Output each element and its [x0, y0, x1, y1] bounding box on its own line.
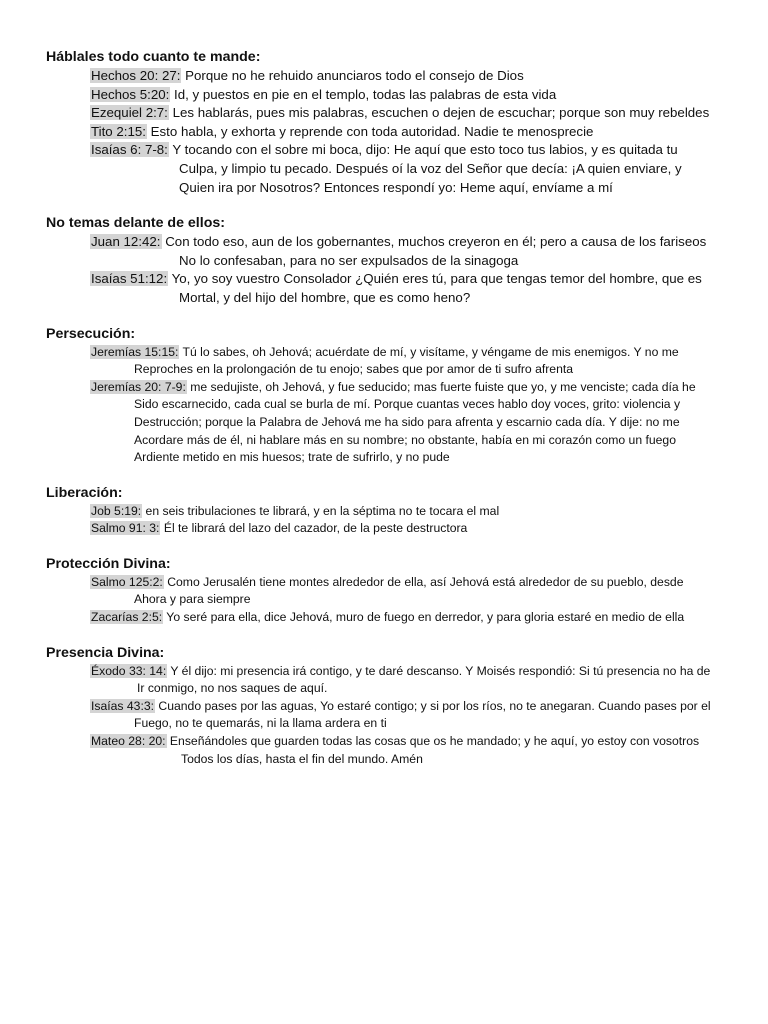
- verse-reference: Hechos 5:20:: [91, 86, 170, 102]
- section-presencia-divina: [46, 644, 728, 769]
- verse-item: [90, 104, 728, 123]
- verse-reference: Juan 12:42:: [91, 234, 161, 250]
- verse-item: [90, 233, 728, 270]
- verse-continuation: Sido escarnecido, cada cual se burla de mí. Porque cuantas veces hablo doy voces, grito: violencia y: [134, 397, 681, 412]
- verse-text: Como Jerusalén tiene montes alrededor de ella, así Jehová está alrededor de su pueblo, desde: [163, 574, 684, 589]
- section-heading: Persecución:: [46, 325, 136, 342]
- verse-item: [90, 609, 728, 627]
- verse-text: Él te librará del lazo del cazador, de la peste destructora: [160, 521, 468, 536]
- verse-reference: Salmo 125:2:: [91, 574, 163, 589]
- verse-continuation: Mortal, y del hijo del hombre, que es como heno?: [179, 289, 471, 305]
- section-heading: Protección Divina:: [46, 555, 171, 572]
- verse-item: [90, 344, 728, 379]
- verse-continuation: No lo confesaban, para no ser expulsados de la sinagoga: [179, 252, 519, 268]
- section-persecucion: [46, 325, 728, 467]
- verse-item: [90, 123, 728, 142]
- verse-item: [90, 663, 728, 698]
- verse-continuation: Acordare más de él, ni hablare más en su nombre; no obstante, había en mi corazón como un fuego: [134, 432, 676, 447]
- verse-continuation: Culpa, y limpio tu pecado. Después oí la voz del Señor que decía: ¡A quien enviare, y: [179, 160, 682, 176]
- section-no-temas: [46, 214, 728, 307]
- verse-continuation: Ardiente metido en mis huesos; trate de sufrirlo, y no pude: [134, 450, 450, 465]
- verse-text: Les hablarás, pues mis palabras, escuchen o dejen de escuchar; porque son muy rebeldes: [168, 105, 710, 121]
- verse-text: Enseñándoles que guarden todas las cosas que os he mandado; y he aquí, yo estoy con vosotros: [166, 734, 700, 749]
- verse-text: Y él dijo: mi presencia irá contigo, y te daré descanso. Y Moisés respondió: Si tú presencia no ha de: [167, 663, 711, 678]
- verse-item: [90, 698, 728, 733]
- section-heading: No temas delante de ellos:: [46, 215, 225, 232]
- verse-reference: Isaías 43:3:: [91, 698, 155, 713]
- verse-item: [90, 379, 728, 467]
- verse-text: Porque no he rehuido anunciaros todo el consejo de Dios: [181, 68, 524, 83]
- section-hablales: [46, 48, 728, 197]
- verse-reference: Salmo 91: 3:: [91, 521, 160, 536]
- verse-reference: Job 5:19:: [91, 503, 142, 518]
- verse-reference: Jeremías 20: 7-9:: [91, 379, 186, 394]
- section-heading: Liberación:: [46, 484, 123, 501]
- verse-reference: Isaías 6: 7-8:: [91, 142, 168, 158]
- verse-item: [90, 574, 728, 609]
- verse-item: [90, 270, 728, 307]
- verse-item: [90, 86, 728, 105]
- verse-reference: Ezequiel 2:7:: [91, 105, 168, 121]
- verse-reference: Mateo 28: 20:: [91, 734, 166, 749]
- verse-reference: Hechos 20: 27:: [91, 68, 181, 83]
- verse-continuation: Reproches en la prolongación de tu enojo; sabes que por amor de ti sufro afrenta: [134, 362, 574, 377]
- verse-text: Esto habla, y exhorta y reprende con toda autoridad. Nadie te menosprecie: [146, 123, 594, 139]
- verse-text: Id, y puestos en pie en el templo, todas las palabras de esta vida: [170, 86, 557, 102]
- verse-item: [90, 503, 728, 521]
- verse-text: me sedujiste, oh Jehová, y fue seducido; mas fuerte fuiste que yo, y me venciste; cada día he: [186, 379, 696, 394]
- verse-continuation: Ir conmigo, no nos saques de aquí.: [137, 681, 328, 696]
- verse-text: en seis tribulaciones te librará, y en la séptima no te tocara el mal: [142, 503, 500, 518]
- verse-continuation: Ahora y para siempre: [134, 592, 251, 607]
- section-heading: Presencia Divina:: [46, 644, 165, 661]
- section-proteccion-divina: [46, 555, 728, 627]
- verse-continuation: Todos los días, hasta el fin del mundo. Amén: [181, 751, 423, 766]
- verse-text: Yo, yo soy vuestro Consolador ¿Quién eres tú, para que tengas temor del hombre, que es: [168, 271, 702, 287]
- verse-item: [90, 733, 728, 768]
- verse-reference: Isaías 51:12:: [91, 271, 168, 287]
- section-heading: Háblales todo cuanto te mande:: [46, 49, 261, 65]
- verse-text: Tú lo sabes, oh Jehová; acuérdate de mí, y visítame, y véngame de mis enemigos. Y no me: [179, 344, 679, 359]
- verse-continuation: Quien ira por Nosotros? Entonces respondí yo: Heme aquí, envíame a mí: [179, 179, 613, 195]
- verse-text: Yo seré para ella, dice Jehová, muro de fuego en derredor, y para gloria estaré en medio de ella: [163, 610, 685, 625]
- verse-reference: Zacarías 2:5:: [91, 610, 163, 625]
- verse-continuation: Fuego, no te quemarás, ni la llama ardera en ti: [134, 716, 387, 731]
- verse-reference: Éxodo 33: 14:: [91, 663, 167, 678]
- verse-text: Y tocando con el sobre mi boca, dijo: He aquí que esto toco tus labios, y es quitada tu: [168, 142, 678, 158]
- verse-item: [90, 141, 728, 197]
- verse-text: Con todo eso, aun de los gobernantes, muchos creyeron en él; pero a causa de los fariseos: [161, 234, 707, 250]
- verse-item: [90, 67, 728, 86]
- section-liberacion: [46, 484, 728, 538]
- verse-item: [90, 520, 728, 538]
- verse-reference: Jeremías 15:15:: [91, 344, 179, 359]
- verse-reference: Tito 2:15:: [91, 123, 146, 139]
- verse-text: Cuando pases por las aguas, Yo estaré contigo; y si por los ríos, no te anegaran. Cuando pases por el: [155, 698, 711, 713]
- verse-continuation: Destrucción; porque la Palabra de Jehová me ha sido para afrenta y escarnio cada día. Y dije: no me: [134, 414, 680, 429]
